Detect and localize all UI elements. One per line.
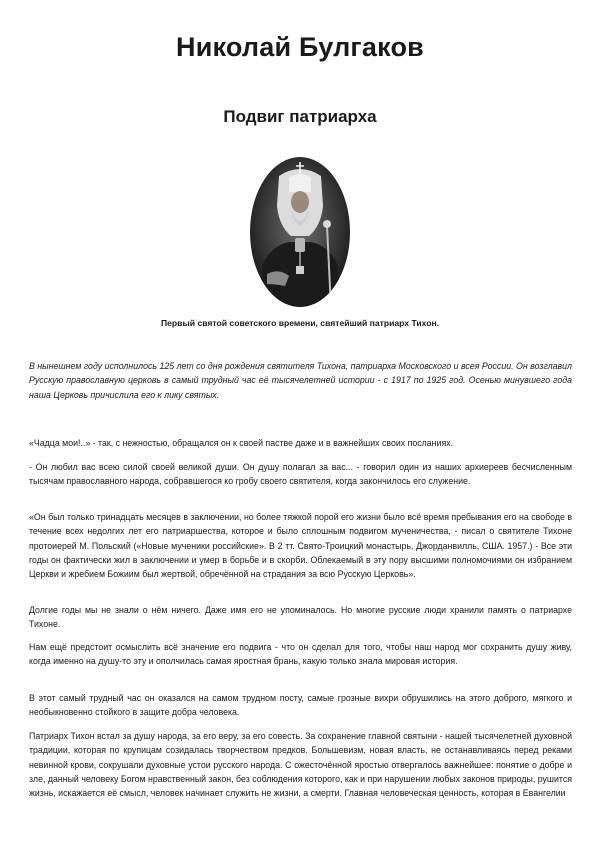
author-name: Николай Булгаков <box>176 32 424 62</box>
body-paragraph: «Чадца мои!..» - так, с нежностью, обращался он к своей пастве даже и в важнейших своих посланиях. <box>29 438 454 448</box>
body-paragraph: Патриарх Тихон встал за душу народа, за его веру, за его совесть. За сохранение главной святыни - нашей тысячелетней духовной традиции, которая по крупицам созидалась творчеством предков. Большевизм, новая власть, не останавливаясь перед реками невинной крови, сокрушали духовные устои русского народа. С ожесточённой яростью отвергалось важнейшее: понятие о добре и зле, данный человеку Богом нравственный закон, без соблюдения которого, как и при нарушении любых законов природы, рушится жизнь, искажается её смысл, человек начинает служить не жизни, а смерти. Главная человеческая ценность, которая в Евангелии <box>29 731 572 799</box>
article-title: Подвиг патриарха <box>223 107 377 126</box>
body-paragraph: «Он был только тринадцать месяцев в заключении, но более тяжкой порой его жизни было всё время пребывания его на свободе в течение всех недолгих лет его патриаршества, которое и было сплошным подвигом мученичества, - писал о святителе Тихоне протоиерей М. Польский («Новые мученики российские». В 2 тт. Свято-Троицкий монастырь, Джорданвилль, США. 1957.) - Все эти годы он фактически жил в заключении и умер в борьбе и в скорби. Облекаемый в эту пору высшими полномочиями он избранием Церкви и жребием Божиим был жертвой, обречённой на страдания за всю Русскую Церковь». <box>29 512 572 580</box>
body-paragraph: В этот самый трудный час он оказался на самом трудном посту, самые грозные вихри обрушились на этого доброго, мягкого и необыкновенно стойкого в защите добра человека. <box>29 693 572 718</box>
body-paragraph: Нам ещё предстоит осмыслить всё значение его подвига - что он сделал для того, чтобы наш народ мог сохранить душу живу, когда именно на душу-то эту и ополчилась самая яростная брань, какую только знала мировая история. <box>29 642 572 667</box>
intro-paragraph: В нынешнем году исполнилось 125 лет со дня рождения святителя Тихона, патриарха Московского и всея России. Он возглавил Русскую православную церковь в самый трудный час её тысячелетней истории - с 1917 по 1925 год. Осенью минувшего года наша Церковь причислила его к лику святых. <box>29 361 572 400</box>
body-paragraph: - Он любил вас всею силой своей великой души. Он душу полагал за вас... - говорил один из наших архиереев бесчисленным тысячам православного народа, собравшегося ко гробу своего святителя, когда закончилось его служение. <box>29 462 572 487</box>
body-paragraph: Долгие годы мы не знали о нём ничего. Даже имя его не упоминалось. Но многие русские люди хранили память о патриархе Тихоне. <box>29 605 572 630</box>
patriarch-portrait-image <box>249 156 351 308</box>
portrait-caption: Первый святой советского времени, святейший патриарх Тихон. <box>160 318 440 328</box>
